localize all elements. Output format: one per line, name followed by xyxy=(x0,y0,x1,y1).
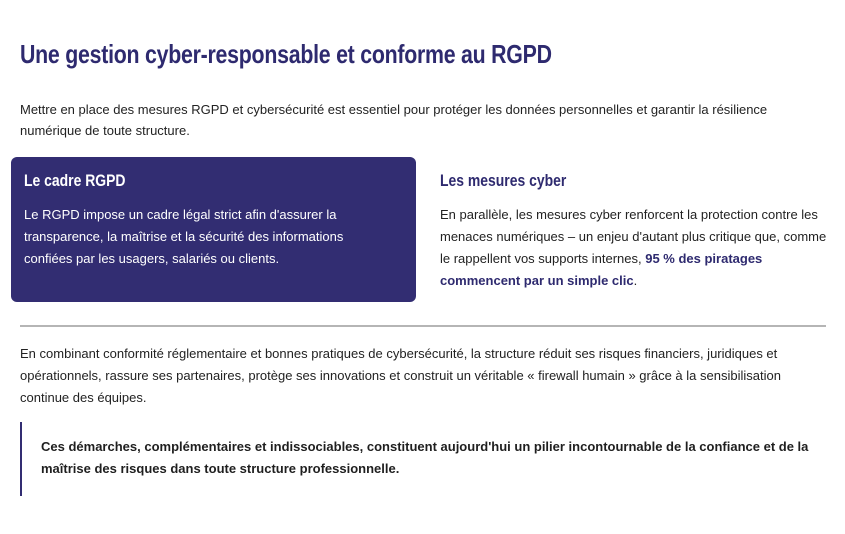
intro-paragraph: Mettre en place des mesures RGPD et cybersécurité est essentiel pour protéger les données personnelles et garantir la résilience numérique de toute structure. xyxy=(20,102,768,138)
rgpd-card xyxy=(11,157,416,302)
cyber-section-title: Les mesures cyber xyxy=(440,171,567,190)
cyber-highlight-stat: 95 % des piratages commencent par un simple clic xyxy=(440,251,763,288)
cyber-text-start: En parallèle, les mesures cyber renforcent la protection contre les menaces numériques – un enjeu d'autant plus critique que, comme le rappellent vos supports internes, xyxy=(440,207,827,266)
section-divider xyxy=(20,325,826,327)
rgpd-card-title: Le cadre RGPD xyxy=(24,171,126,190)
page-title: Une gestion cyber-responsable et conforme au RGPD xyxy=(20,39,552,69)
rgpd-card-text: Le RGPD impose un cadre légal strict afin d'assurer la transparence, la maîtrise et la sécurité des informations confiées par les usagers, salariés ou clients. xyxy=(24,207,344,266)
conclusion-paragraph: En combinant conformité réglementaire et bonnes pratiques de cybersécurité, la structure réduit ses risques financiers, juridiques et opérationnels, rassure ses partenaires, protège ses innovations et construit un véritable « firewall humain » grâce à la sensibilisation continue des équipes. xyxy=(20,346,781,405)
cyber-section-text xyxy=(440,204,835,292)
blockquote-text: Ces démarches, complémentaires et indissociables, constituent aujourd'hui un pilier incontournable de la confiance et de la maîtrise des risques dans toute structure professionnelle. xyxy=(41,439,809,476)
blockquote xyxy=(20,422,810,496)
cyber-text-end: . xyxy=(633,273,638,288)
